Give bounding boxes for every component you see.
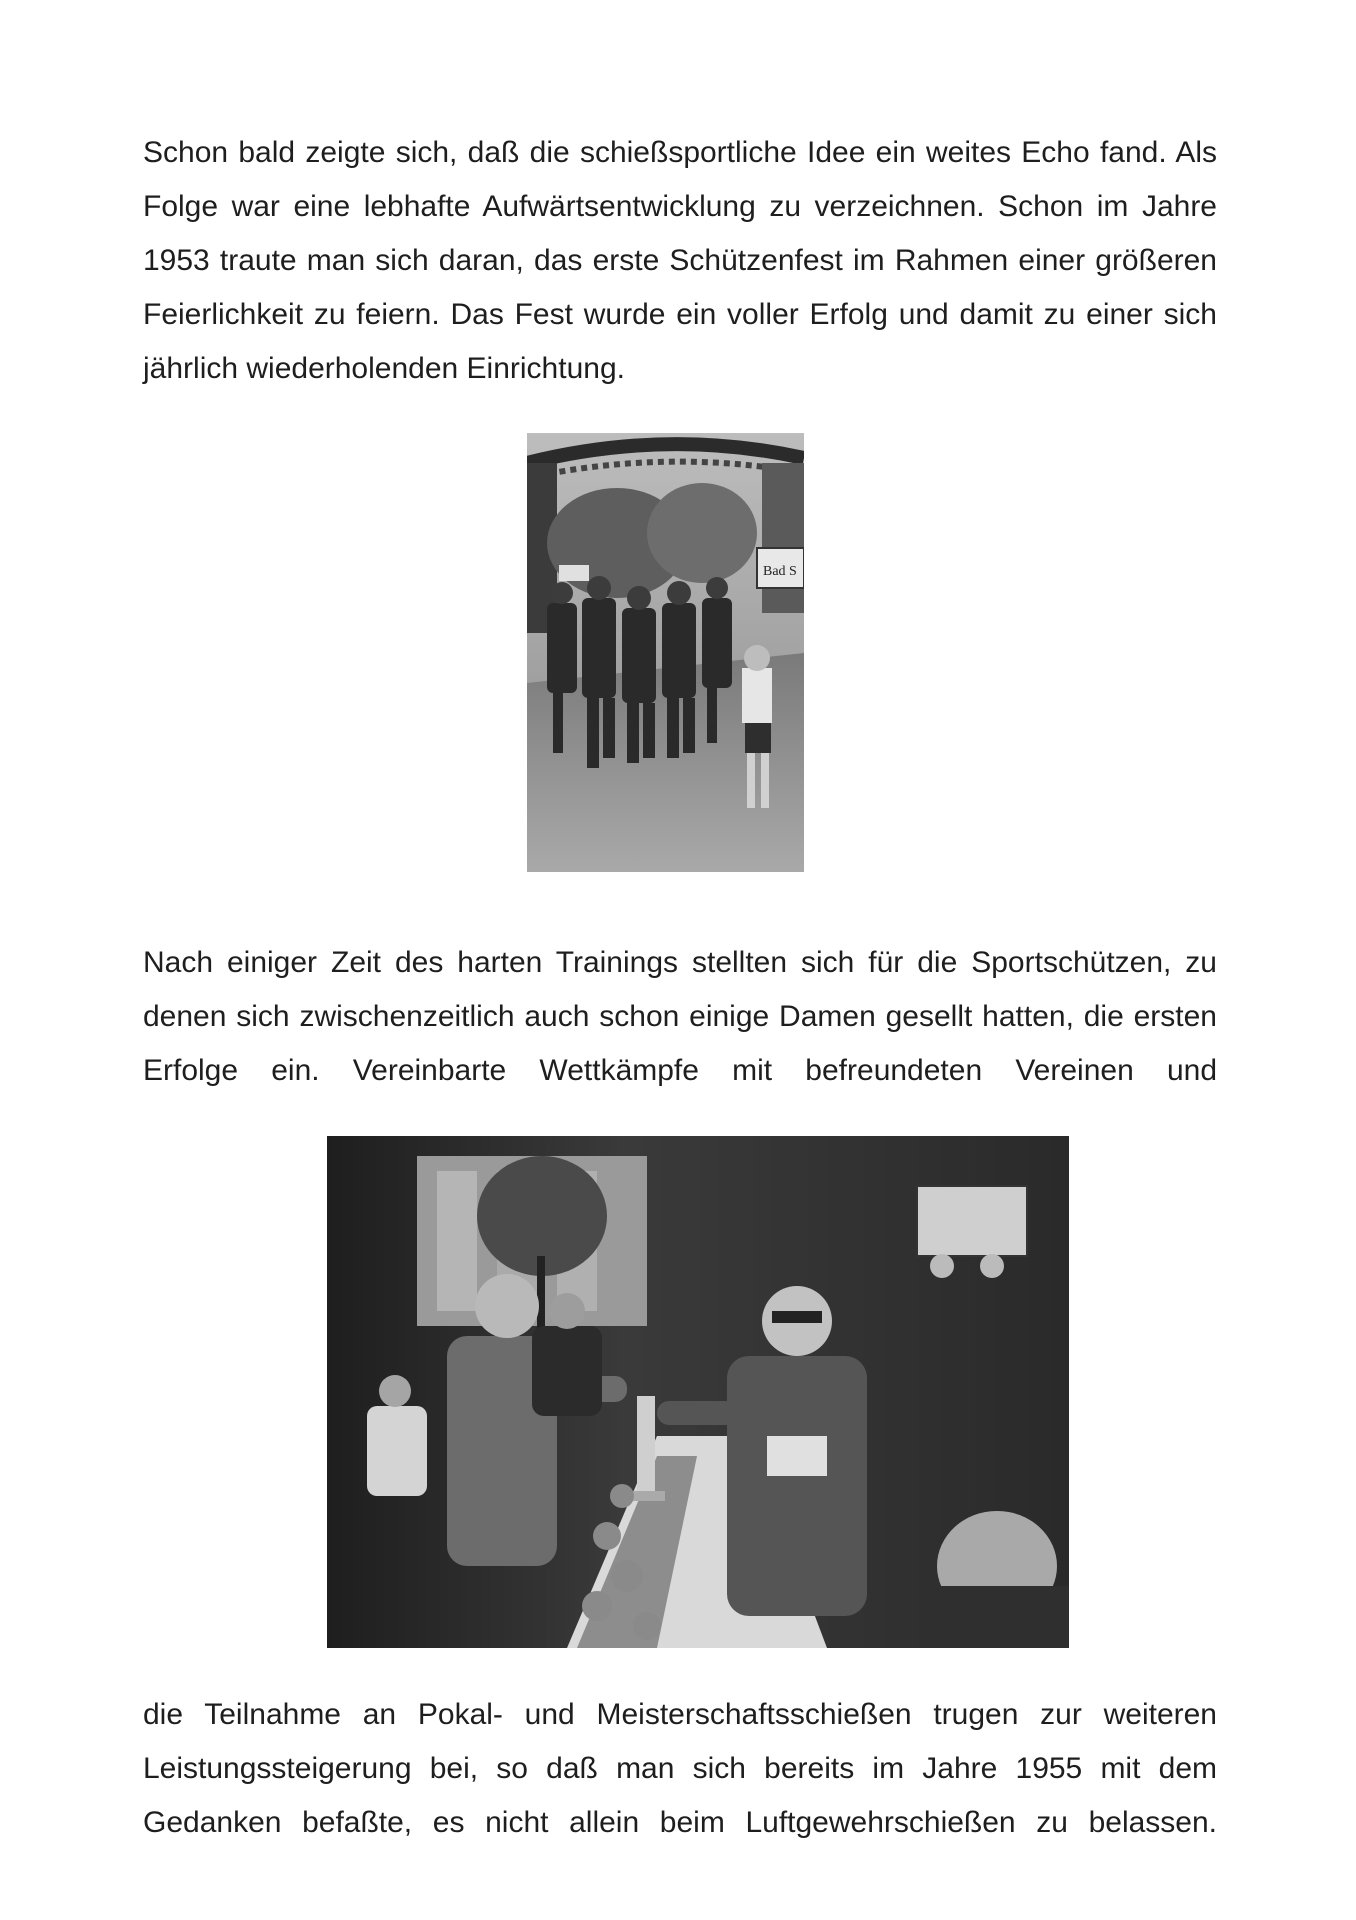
parade-photo-image — [527, 433, 804, 872]
paragraph-competitions: die Teilnahme an Pokal- und Meisterschaftsschießen trugen zur weiteren Leistungssteigerung bei, so daß man sich bereits im Jahre 1955 mit dem Gedanken befaßte, es nicht allein beim Luftgewehrschießen zu belassen. — [143, 1698, 1217, 1839]
banquet-photo — [327, 1136, 1069, 1648]
paragraph-training: Nach einiger Zeit des harten Trainings stellten sich für die Sportschützen, zu denen sich zwischenzeitlich auch schon einige Damen gesellt hatten, die ersten Erfolge ein. Vereinbarte Wettkämpfe mit befreundeten Vereinen und — [143, 946, 1217, 1087]
banquet-photo-image — [327, 1136, 1069, 1648]
paragraph-intro: Schon bald zeigte sich, daß die schießsportliche Idee ein weites Echo fand. Als Folge war eine lebhafte Aufwärtsentwicklung zu verzeichnen. Schon im Jahre 1953 traute man sich daran, das erste Schützenfest im Rahmen einer größeren Feierlichkeit zu feiern. Das Fest wurde ein voller Erfolg und damit zu einer sich jährlich wiederholenden Einrichtung. — [143, 136, 1217, 385]
parade-sign-text: Bad S — [763, 564, 797, 579]
parade-photo — [527, 433, 804, 872]
